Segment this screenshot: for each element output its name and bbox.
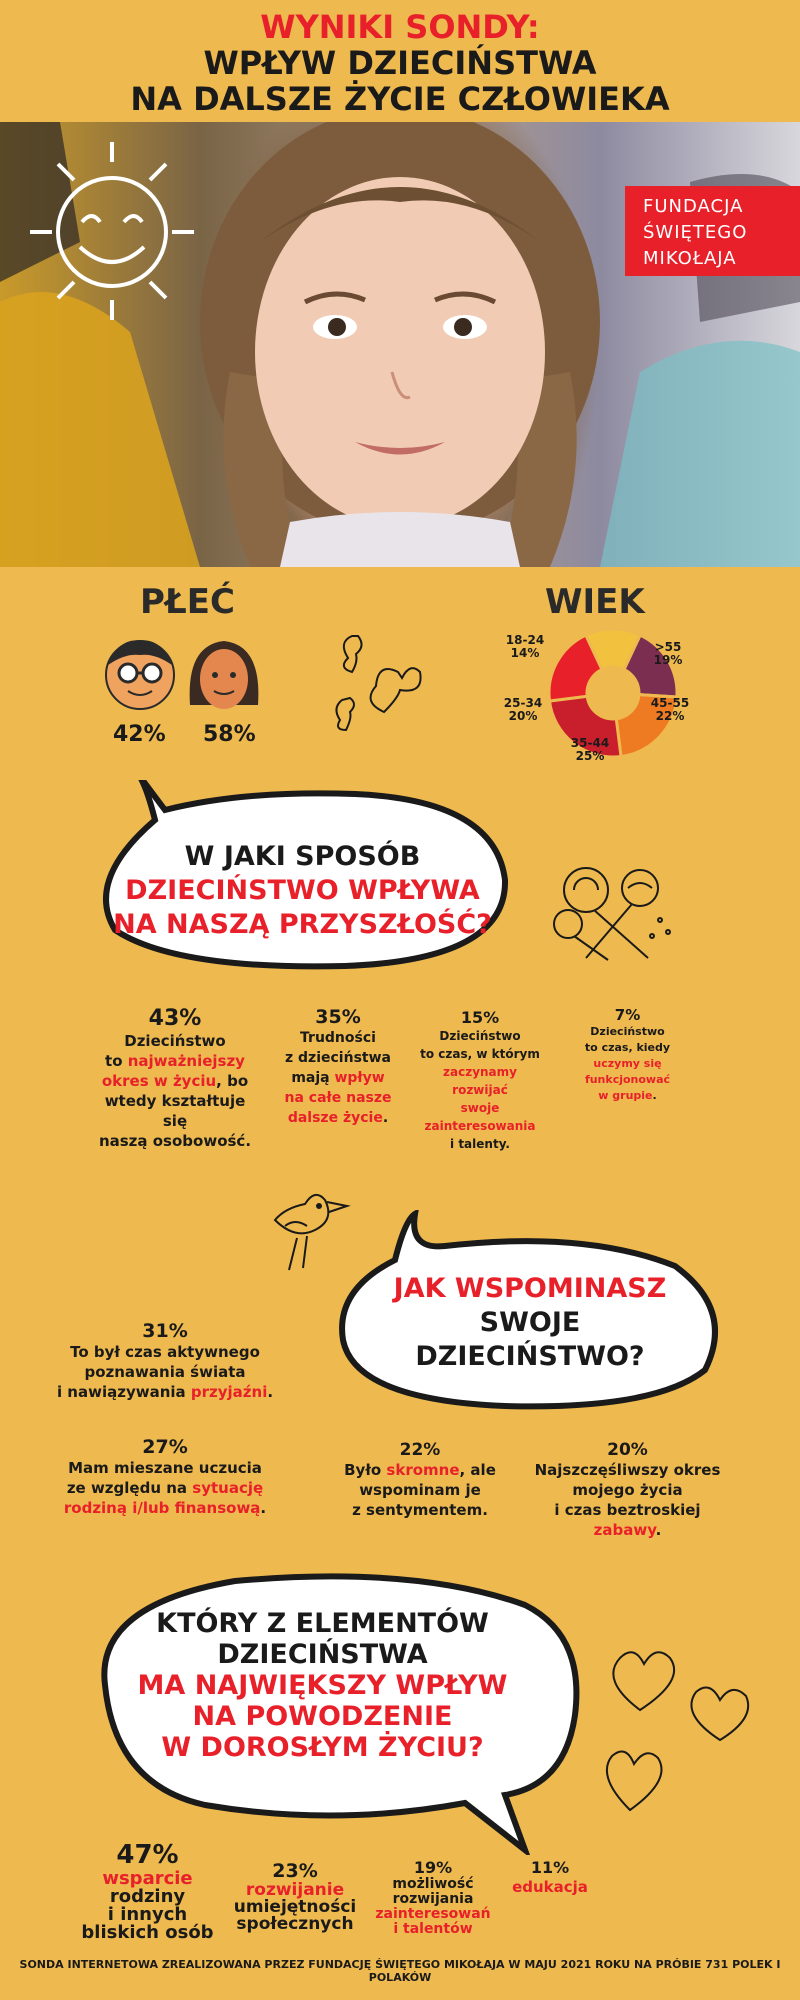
- q2-line-2: SWOJE: [479, 1307, 581, 1338]
- hearts-icon: [600, 1640, 760, 1820]
- lollipops-icon: [548, 860, 683, 965]
- q2-line-1: JAK WSPOMINASZ: [393, 1273, 667, 1304]
- q2-answer-3: 22% Było skromne, ale wspominam je z sentymentem.: [340, 1440, 500, 1520]
- q1-a1-percent: 43%: [148, 1006, 202, 1031]
- q2-a4-percent: 20%: [607, 1440, 648, 1460]
- badge-line-3: MIKOŁAJA: [643, 248, 737, 269]
- q3-line-4: NA POWODZENIE: [192, 1701, 453, 1732]
- female-percent: 58%: [203, 722, 256, 747]
- badge-line-1: FUNDACJA: [643, 196, 744, 217]
- q2-a2-percent: 27%: [142, 1436, 188, 1458]
- male-percent: 42%: [113, 722, 166, 747]
- gender-title: PŁEĆ: [140, 582, 235, 622]
- q1-answer-1: 43% Dzieciństwo to najważniejszy okres w życiu, bo wtedy kształtuje się naszą osobowość.: [95, 1006, 255, 1151]
- q2-a1-percent: 31%: [142, 1320, 188, 1342]
- q1-answer-2: 35% Trudności z dzieciństwa mają wpływ na całe nasze dalsze życie.: [278, 1006, 398, 1128]
- q3-a3-percent: 19%: [413, 1858, 453, 1877]
- q1-a4-percent: 7%: [614, 1006, 641, 1024]
- butterflies-icon: [328, 632, 448, 742]
- q3-line-3: MA NAJWIĘKSZY WPŁYW: [137, 1670, 508, 1701]
- q3-answer-2: 23% rozwijanie umiejętności społecznych: [230, 1860, 360, 1933]
- q1-title: [105, 840, 500, 942]
- header-title: WYNIKI SONDY:: [260, 8, 540, 46]
- age-label-45-55: 45-55 22%: [650, 696, 690, 723]
- gender-avatars: [100, 635, 280, 715]
- q2-line-3: DZIECIŃSTWO?: [415, 1341, 645, 1372]
- q3-answer-3: 19% możliwość rozwijania zainteresowań i talentów: [368, 1858, 498, 1937]
- q1-answer-4: 7% Dzieciństwo to czas, kiedy uczymy się funkcjonować w grupie.: [575, 1006, 680, 1104]
- q1-a3-percent: 15%: [460, 1008, 500, 1027]
- age-label-55plus: >55 19%: [653, 640, 683, 667]
- q1-line-2: DZIECIŃSTWO WPŁYWA: [125, 875, 480, 906]
- q3-line-5: W DOROSŁYM ŻYCIU?: [161, 1732, 484, 1763]
- age-title: WIEK: [545, 582, 645, 622]
- q3-a1-percent: 47%: [116, 1840, 179, 1870]
- foundation-badge: [625, 186, 800, 276]
- hero-photo: [0, 122, 800, 567]
- q3-a2-percent: 23%: [272, 1860, 318, 1882]
- q1-line-3: NA NASZĄ PRZYSZŁOŚĆ?: [113, 909, 492, 940]
- q2-answer-1: 31% To był czas aktywnego poznawania świata i nawiązywania przyjaźni.: [50, 1320, 280, 1402]
- q2-a3-percent: 22%: [399, 1440, 441, 1460]
- age-label-18-24: 18-24 14%: [505, 633, 545, 660]
- q3-a4-percent: 11%: [530, 1858, 570, 1877]
- badge-line-2: ŚWIĘTEGO: [643, 222, 748, 243]
- age-label-35-44: 35-44 25%: [570, 736, 610, 763]
- female-avatar-icon: [190, 641, 259, 709]
- q3-title: [105, 1608, 540, 1763]
- male-avatar-icon: [106, 641, 174, 710]
- header-subtitle-1: WPŁYW DZIECIŃSTWA: [203, 44, 597, 82]
- header-subtitle-2: NA DALSZE ŻYCIE CZŁOWIEKA: [130, 80, 670, 118]
- q3-answer-4: 11% edukacja: [505, 1858, 595, 1897]
- q2-title: [365, 1272, 695, 1374]
- footer-note: SONDA INTERNETOWA ZREALIZOWANA PRZEZ FUNDACJĘ ŚWIĘTEGO MIKOŁAJA W MAJU 2021 ROKU NA PRÓBIE 731 POLEK I POLAKÓW: [19, 1958, 781, 1984]
- q1-a2-percent: 35%: [315, 1006, 361, 1028]
- q3-answer-1: 47% wsparcie rodziny i innych bliskich osób: [75, 1840, 220, 1942]
- q3-line-2: DZIECIŃSTWA: [217, 1639, 428, 1670]
- q1-answer-3: 15% Dzieciństwo to czas, w którym zaczynamy rozwijać swoje zainteresowania i talenty.: [415, 1008, 545, 1153]
- q1-line-1: W JAKI SPOSÓB: [184, 841, 421, 872]
- age-label-25-34: 25-34 20%: [503, 696, 543, 723]
- q2-answer-4: 20% Najszczęśliwszy okres mojego życia i czas beztroskiej zabawy.: [520, 1440, 735, 1540]
- q3-line-1: KTÓRY Z ELEMENTÓW: [156, 1608, 489, 1639]
- q2-answer-2: 27% Mam mieszane uczucia ze względu na sytuację rodziną i/lub finansową.: [50, 1436, 280, 1518]
